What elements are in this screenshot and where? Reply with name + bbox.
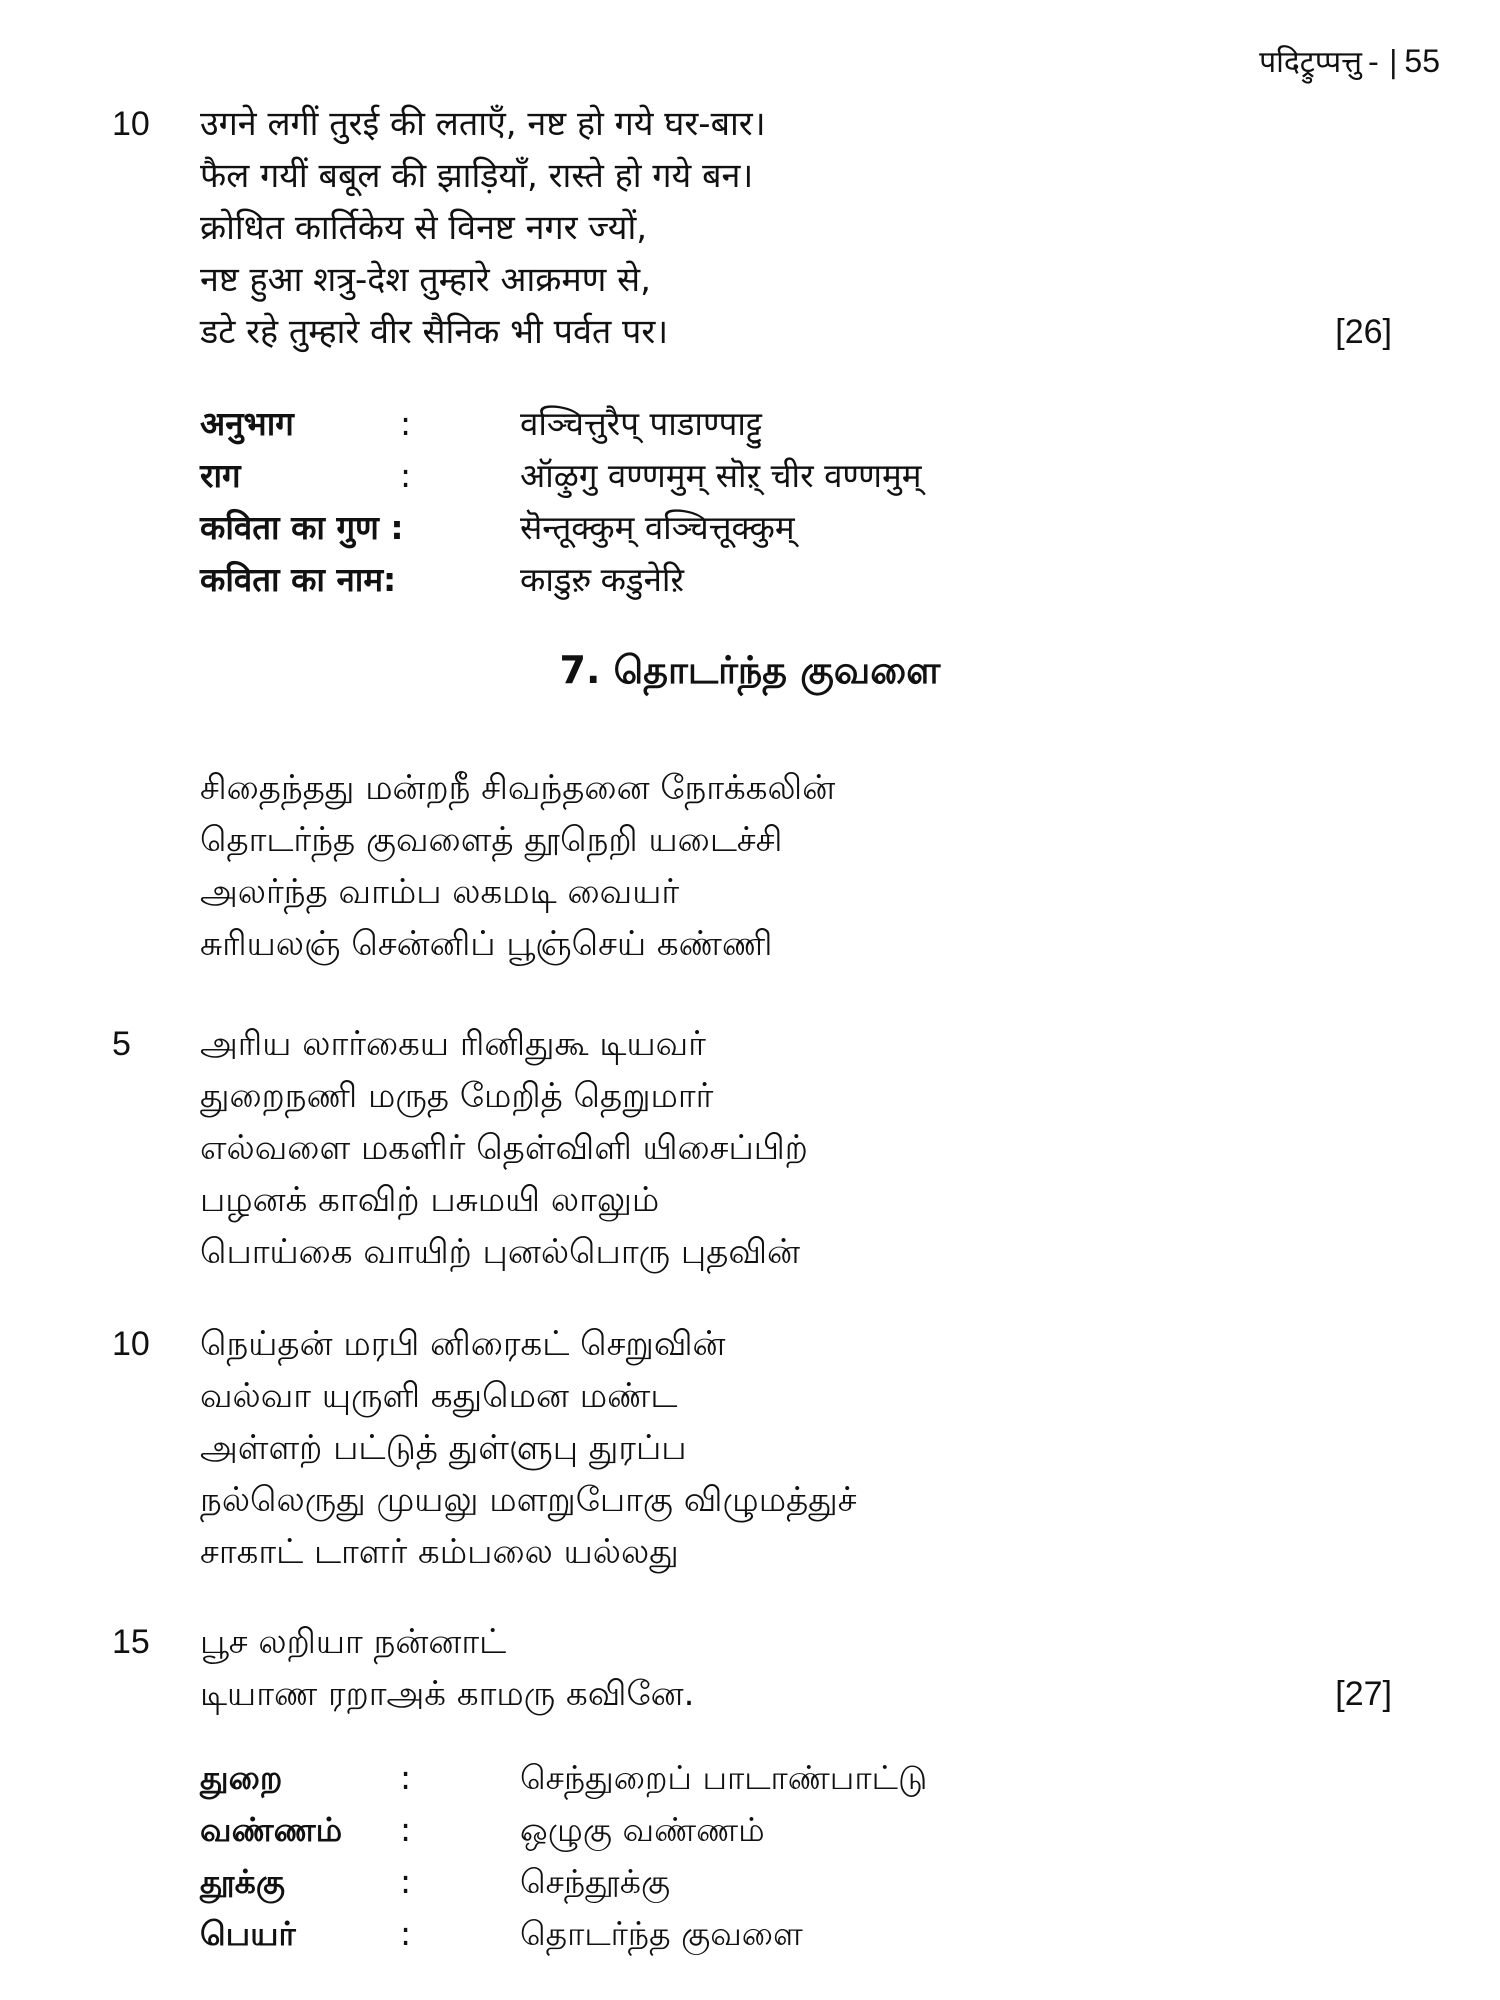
metadata-value: செந்தூக்கு bbox=[520, 1862, 671, 1901]
verse-line bbox=[0, 306, 1500, 358]
verse-line bbox=[0, 866, 1500, 918]
verse-line bbox=[0, 918, 1500, 970]
verse-text: பொய்கை வாயிற் புனல்பொரு புதவின் bbox=[200, 1232, 800, 1272]
metadata-value: वञ्चित्तुरैप् पाडाण्पाट्टु bbox=[520, 404, 763, 443]
line-number: 10 bbox=[112, 105, 150, 143]
verse-line bbox=[0, 1226, 1500, 1278]
metadata-colon: : bbox=[400, 1758, 412, 1797]
metadata-key: தூக்கு bbox=[200, 1862, 286, 1901]
metadata-key: வண்ணம் bbox=[200, 1810, 343, 1849]
metadata-row bbox=[200, 450, 921, 502]
metadata-row bbox=[200, 1804, 927, 1856]
metadata-key: अनुभाग bbox=[200, 404, 294, 443]
hindi-metadata bbox=[200, 398, 921, 606]
metadata-colon: : bbox=[400, 404, 412, 443]
verse-line bbox=[0, 1122, 1500, 1174]
verse-text: डटे रहे तुम्हारे वीर सैनिक भी पर्वत पर। bbox=[200, 312, 669, 352]
verse-text: சாகாட் டாளர் கம்பலை யல்லது bbox=[200, 1532, 679, 1572]
metadata-colon: : bbox=[400, 1862, 412, 1901]
line-number: 5 bbox=[112, 1025, 131, 1063]
verse-line bbox=[0, 202, 1500, 254]
metadata-value: सॆन्तूक्कुम् वञ्चित्तूक्कुम् bbox=[520, 508, 795, 547]
verse-line bbox=[0, 98, 1500, 150]
verse-text: துறைநணி மருத மேறித் தெறுமார் bbox=[200, 1076, 714, 1116]
verse-text: டியாண ரறாஅக் காமரு கவினே. bbox=[200, 1674, 695, 1714]
metadata-colon: : bbox=[400, 456, 412, 495]
verse-line bbox=[0, 1318, 1500, 1370]
verse-line bbox=[0, 150, 1500, 202]
verse-text: வல்வா யுருளி கதுமென மண்ட bbox=[200, 1376, 678, 1416]
verse-text: அள்ளற் பட்டுத் துள்ளுபு துரப்ப bbox=[200, 1428, 687, 1468]
verse-text: नष्ट हुआ शत्रु-देश तुम्हारे आक्रमण से, bbox=[200, 260, 651, 300]
verse-line bbox=[0, 762, 1500, 814]
verse-line bbox=[0, 1668, 1500, 1720]
running-head-title: पदिट्रुप्पत्तु bbox=[1259, 45, 1362, 80]
tamil-metadata bbox=[200, 1752, 927, 1960]
hindi-stanza bbox=[0, 98, 1500, 358]
metadata-row bbox=[200, 554, 921, 606]
verse-text: தொடர்ந்த குவளைத் தூநெறி யடைச்சி bbox=[200, 820, 783, 860]
page-number: 55 bbox=[1404, 43, 1440, 79]
metadata-colon bbox=[400, 502, 520, 554]
metadata-key: பெயர் bbox=[200, 1914, 296, 1953]
verse-text: அரிய லார்கைய ரினிதுகூ டியவர் bbox=[200, 1024, 706, 1064]
verse-text: फैल गयीं बबूल की झाड़ियाँ, रास्ते हो गये बन। bbox=[200, 156, 754, 196]
metadata-row bbox=[200, 502, 921, 554]
metadata-row bbox=[200, 398, 921, 450]
tamil-stanza-1 bbox=[0, 762, 1500, 970]
verse-text: क्रोधित कार्तिकेय से विनष्ट नगर ज्यों, bbox=[200, 208, 648, 248]
metadata-value: தொடர்ந்த குவளை bbox=[520, 1914, 803, 1953]
verse-text: நெய்தன் மரபி னிரைகட் செறுவின் bbox=[200, 1324, 726, 1364]
running-head bbox=[1259, 40, 1440, 81]
line-number: 10 bbox=[112, 1325, 150, 1363]
metadata-value: काडुऱु कडुनेऱि bbox=[520, 560, 684, 599]
tamil-stanza-3 bbox=[0, 1318, 1500, 1578]
metadata-row bbox=[200, 1908, 927, 1960]
line-number: 15 bbox=[112, 1623, 150, 1661]
verse-reference: [26] bbox=[1335, 313, 1392, 351]
metadata-colon: : bbox=[400, 1810, 412, 1849]
metadata-value: ஒழுகு வண்ணம் bbox=[520, 1810, 765, 1849]
verse-line bbox=[0, 1174, 1500, 1226]
verse-text: उगने लगीं तुरई की लताएँ, नष्ट हो गये घर-बार। bbox=[200, 104, 766, 144]
metadata-value: ऑऴुगु वण्णमुम् सॊऱ् चीर वण्णमुम् bbox=[520, 456, 922, 495]
tamil-stanza-4 bbox=[0, 1616, 1500, 1720]
verse-text: சிதைந்தது மன்றநீ சிவந்தனை நோக்கலின் bbox=[200, 768, 836, 808]
verse-line bbox=[0, 1526, 1500, 1578]
metadata-key: कविता का गुण : bbox=[200, 508, 404, 547]
metadata-key: राग bbox=[200, 456, 241, 495]
verse-line bbox=[0, 1370, 1500, 1422]
verse-line bbox=[0, 1616, 1500, 1668]
metadata-key: कविता का नाम: bbox=[200, 560, 397, 599]
verse-text: சுரியலஞ் சென்னிப் பூஞ்செய் கண்ணி bbox=[200, 924, 773, 964]
metadata-row bbox=[200, 1856, 927, 1908]
verse-line bbox=[0, 1070, 1500, 1122]
metadata-row bbox=[200, 1752, 927, 1804]
metadata-value: செந்துறைப் பாடாண்பாட்டு bbox=[520, 1758, 928, 1797]
verse-text: பழனக் காவிற் பசுமயி லாலும் bbox=[200, 1180, 660, 1220]
metadata-key: துறை bbox=[200, 1758, 283, 1797]
running-head-separator: - | bbox=[1367, 45, 1399, 80]
verse-text: நல்லெருது முயலு மளறுபோகு விழுமத்துச் bbox=[200, 1480, 857, 1520]
verse-line bbox=[0, 814, 1500, 866]
verse-line bbox=[0, 254, 1500, 306]
verse-line bbox=[0, 1422, 1500, 1474]
verse-text: எல்வளை மகளிர் தெள்விளி யிசைப்பிற் bbox=[200, 1128, 808, 1168]
verse-line bbox=[0, 1474, 1500, 1526]
verse-text: பூச லறியா நன்னாட் bbox=[200, 1622, 507, 1662]
verse-reference: [27] bbox=[1335, 1675, 1392, 1713]
metadata-colon: : bbox=[400, 1914, 412, 1953]
tamil-stanza-2 bbox=[0, 1018, 1500, 1278]
poem-heading: 7. தொடர்ந்த குவளை bbox=[559, 648, 941, 692]
verse-line bbox=[0, 1018, 1500, 1070]
verse-text: அலர்ந்த வாம்ப லகமடி வையர் bbox=[200, 872, 680, 912]
metadata-colon bbox=[400, 554, 520, 606]
